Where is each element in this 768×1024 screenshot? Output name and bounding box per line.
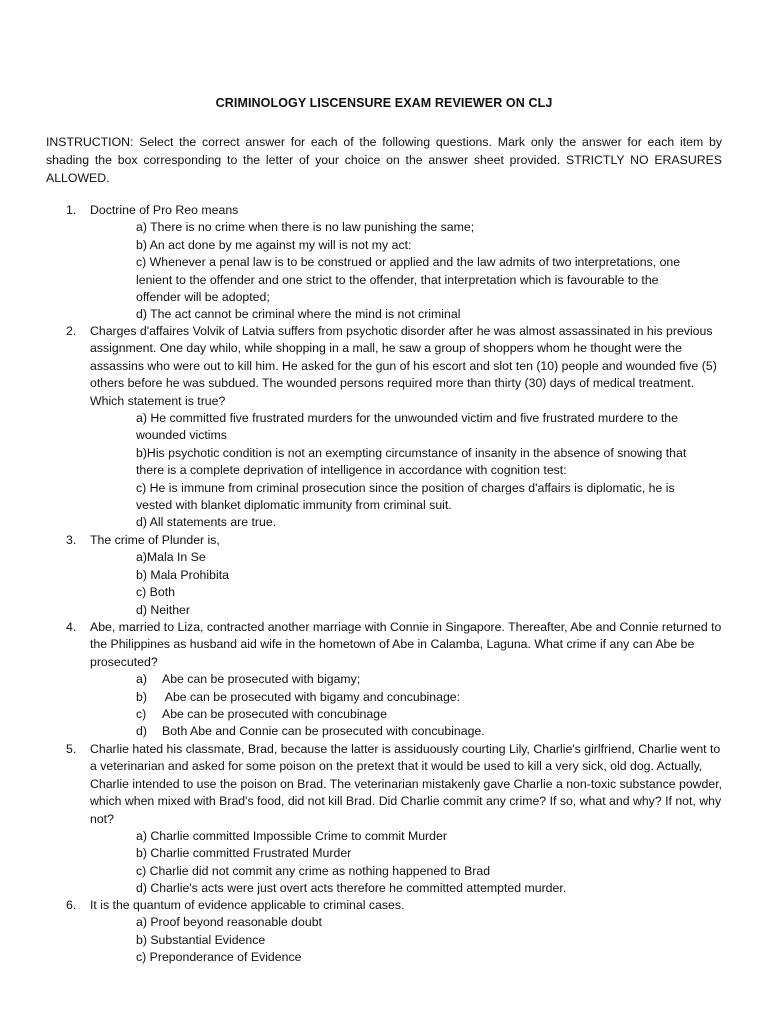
option-list	[136, 671, 726, 741]
question-5	[66, 741, 726, 898]
option-a: a) There is no crime when there is no law punishing the same;	[136, 220, 475, 235]
instruction-paragraph: INSTRUCTION: Select the correct answer for each of the following questions. Mark only the answer for each item by shading the box corresponding to the letter of your choice on the answer sheet provided. STRICTLY NO ERASURES ALLOWED.	[46, 135, 722, 185]
option-b	[136, 689, 726, 706]
question-stem: It is the quantum of evidence applicable to criminal cases.	[90, 898, 405, 912]
question-number: 1.	[66, 203, 77, 217]
option-d: d) The act cannot be criminal where the mind is not criminal	[136, 307, 461, 322]
question-number: 5.	[66, 742, 77, 756]
option-d: d) Charlie's acts were just overt acts therefore he committed attempted murder.	[136, 881, 567, 896]
question-stem: The crime of Plunder is,	[90, 533, 220, 547]
option-c	[136, 706, 726, 723]
option-a	[136, 671, 726, 688]
option-a: a) Charlie committed Impossible Crime to commit Murder	[136, 829, 447, 844]
option-b: b)His psychotic condition is not an exempting circumstance of insanity in the absence of snowing that there is a complete deprivation of intelligence in accordance with cognition test:	[136, 445, 687, 478]
option-c: c) Charlie did not commit any crime as nothing happened to Brad	[136, 863, 491, 878]
option-label: c)	[136, 707, 147, 722]
question-number: 6.	[66, 898, 77, 912]
question-stem: Charlie hated his classmate, Brad, because the latter is assiduously courting Lily, Charlie's girlfriend, Charlie went to a veterinarian and asked for some poison on the pretext that it would be used to kill a very sick, old dog. Actually, Charlie intended to use the poison on Brad. The veterinarian mistakenly gave Charlie a non-toxic substance powder, which when mixed with Brad's food, did not kill Brad. Did Charlie commit any crime? If so, what and why? If not, why not?	[90, 742, 723, 826]
question-6	[66, 897, 726, 967]
question-4	[66, 619, 726, 741]
question-number: 4.	[66, 620, 77, 634]
option-c: c) He is immune from criminal prosecution since the position of charges d'affairs is diplomatic, he is vested with blanket diplomatic immunity from criminal suit.	[136, 480, 675, 513]
document-title: CRIMINOLOGY LISCENSURE EXAM REVIEWER ON CLJ	[215, 96, 553, 110]
option-c: c) Whenever a penal law is to be construed or applied and the law admits of two interpretations, one lenient to the offender and one strict to the offender, that interpretation which is favourable to the offender will be adopted;	[136, 255, 681, 305]
option-list	[136, 219, 726, 323]
question-stem: Doctrine of Pro Reo means	[90, 203, 239, 217]
option-b: b) Mala Prohibita	[136, 567, 229, 582]
option-a: a) He committed five frustrated murders for the unwounded victim and five frustrated murdere to the wounded victims	[136, 411, 678, 443]
question-stem: Charges d'affaires Volvik of Latvia suffers from psychotic disorder after he was almost assassinated in his previous assignment. One day whilo, while shopping in a mall, he saw a group of shoppers whom he thought were the assassins who were out to kill him. He asked for the gun of his escort and slot ten (10) people and wounded five (5) others before he was subdued. The wounded persons required more than thirty (30) days of medical treatment. Which statement is true?	[90, 324, 717, 408]
question-number: 3.	[66, 533, 77, 547]
option-d: d) All statements are true.	[136, 515, 277, 530]
option-label: d)	[136, 724, 147, 739]
question-number: 2.	[66, 324, 77, 338]
option-text: Abe can be prosecuted with bigamy;	[162, 672, 361, 687]
option-text: Both Abe and Connie can be prosecuted with concubinage.	[162, 724, 485, 739]
question-stem: Abe, married to Liza, contracted another marriage with Connie in Singapore. Thereafter, Abe and Connie returned to the Philippines as husband aid wife in the hometown of Abe in Calamba, Laguna. What crime if any can Abe be prosecuted?	[90, 620, 722, 669]
option-text: Abe can be prosecuted with concubinage	[162, 707, 387, 722]
option-d: d) Neither	[136, 602, 190, 617]
option-list	[136, 410, 726, 532]
option-b: b) An act done by me against my will is not my act:	[136, 237, 412, 252]
option-list	[136, 914, 726, 966]
option-text: Abe can be prosecuted with bigamy and concubinage:	[162, 689, 461, 704]
option-c: c) Both	[136, 585, 175, 600]
option-list	[136, 549, 726, 619]
option-b: b) Charlie committed Frustrated Murder	[136, 846, 352, 861]
option-list	[136, 828, 726, 898]
question-3	[66, 532, 726, 619]
option-b: b) Substantial Evidence	[136, 932, 266, 947]
question-2	[66, 323, 726, 532]
option-a: a) Proof beyond reasonable doubt	[136, 915, 322, 930]
question-1	[66, 202, 726, 324]
option-a: a)Mala In Se	[136, 550, 206, 565]
option-d	[136, 723, 726, 740]
option-label: b)	[136, 689, 147, 704]
option-label: a)	[136, 672, 147, 687]
option-c: c) Preponderance of Evidence	[136, 950, 302, 965]
